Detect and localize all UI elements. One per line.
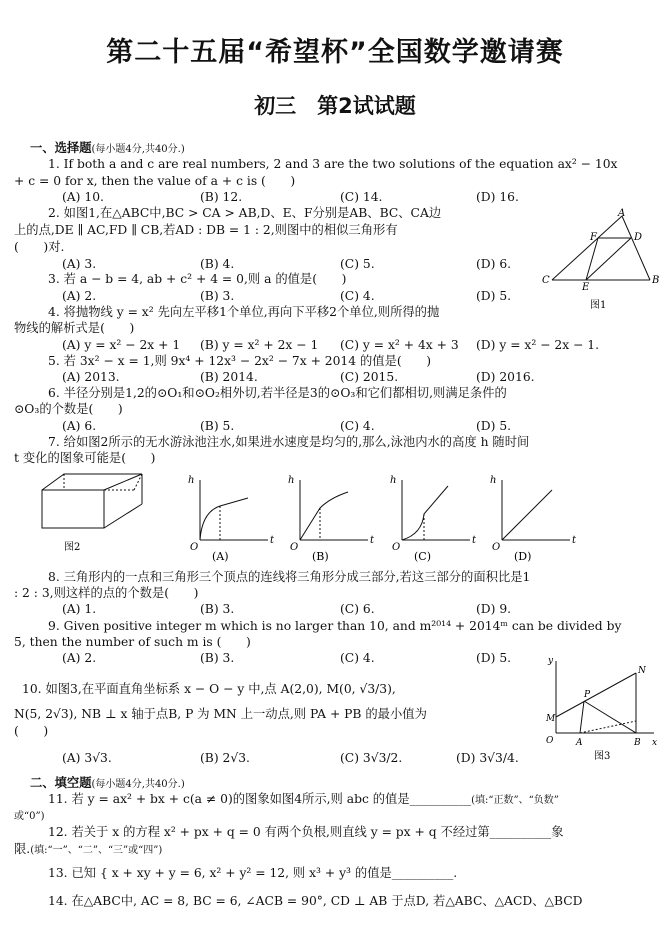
fig2-b-t: t [370,535,375,546]
q1-line2: + c = 0 for x, then the value of a + c is ( ) [14,174,296,188]
fig3-label-a: A [576,738,583,748]
figure-3-coordinate [540,655,662,765]
q10-line3: ( ) [14,724,49,738]
fig1-segment-de [586,238,631,280]
section2-title: 二、填空题 [30,775,92,790]
q11-line2: 或“0”) [14,811,45,822]
q4-option-a: (A) y = x² − 2x + 1 [62,338,181,352]
fig1-side-ac [552,216,622,280]
q6-option-a: (A) 6. [62,419,97,433]
q8-option-b: (B) 3. [200,602,235,616]
q12-line2 [14,842,162,858]
q2-line2: 上的点,DE ∥ AC,FD ∥ CB,若AD : DB = 1 : 2,则图中的相似三角形有 [14,223,398,237]
q3-option-d: (D) 5. [476,289,512,303]
q8-option-c: (C) 6. [340,602,375,616]
q9-option-d: (D) 5. [476,651,512,665]
section2-heading [30,775,185,792]
q5-option-d: (D) 2016. [476,370,535,384]
fig3-label-x: x [652,738,658,748]
fig1-label-c: C [542,275,550,286]
q10-option-d: (D) 3√3/4. [456,751,519,765]
q2-option-a: (A) 3. [62,257,97,271]
q9-option-a: (A) 2. [62,651,97,665]
q3-line1: 3. 若 a − b = 4, ab + c² + 4 = 0,则 a 的值是( ) [48,272,347,286]
q4-line2: 物线的解析式是( ) [14,321,135,335]
q11-note: (填:“正数”、“负数” [471,795,559,806]
fig1-label-f: F [590,232,597,243]
fig1-label-d: D [634,232,643,243]
q2-option-b: (B) 4. [200,257,235,271]
q12-note: (填:“一”、“二”、“三”或“四”) [30,845,163,856]
fig3-label-n: N [638,666,646,676]
q8-option-d: (D) 9. [476,602,512,616]
fig2-c-t: t [472,535,477,546]
q11-text: 11. 若 y = ax² + bx + c(a ≠ 0)的图象如图4所示,则 abc 的值是__________ [48,792,472,806]
q1-line1: 1. If both a and c are real numbers, 2 and 3 are the two solutions of the equation ax² − 10x [48,157,618,171]
q8-line2: : 2 : 3,则这样的点的个数是( ) [14,586,199,600]
q2-option-c: (C) 5. [340,257,375,271]
fig2-graph-a [200,480,268,540]
fig2-d-o: O [492,542,501,553]
fig1-label-b: B [652,275,660,286]
q10-line1: 10. 如图3,在平面直角坐标系 x − O − y 中,点 A(2,0), M(0, √3/3), [22,682,396,696]
q9-option-b: (B) 3. [200,651,235,665]
exam-subtitle: 初三 第2试试题 [254,94,416,118]
fig1-label-a: A [618,208,626,219]
q12-text: 限. [14,842,31,856]
q3-option-b: (B) 3. [200,289,235,303]
q1-option-b: (B) 12. [200,190,243,204]
q6-line1: 6. 半径分别是1,2的⊙O₁和⊙O₂相外切,若半径是3的⊙O₃和它们都相切,则满足条件的 [48,386,507,400]
fig2-caption: 图2 [64,542,81,553]
fig2-c-h: h [390,475,397,486]
q6-option-d: (D) 5. [476,419,512,433]
q5-option-b: (B) 2014. [200,370,258,384]
q1-option-a: (A) 10. [62,190,104,204]
q12-line1: 12. 若关于 x 的方程 x² + px + q = 0 有两个负根,则直线 y = px + q 不经过第__________象 [48,825,564,839]
fig2-a-h: h [188,475,195,486]
q3-option-c: (C) 4. [340,289,375,303]
q11-line1 [48,792,559,808]
q4-line1: 4. 将抛物线 y = x² 先向左平移1个单位,再向下平移2个单位,则所得的抛 [48,305,440,319]
q3-option-a: (A) 2. [62,289,97,303]
q2-option-d: (D) 6. [476,257,512,271]
fig2-b-o: O [290,542,299,553]
q1-option-c: (C) 14. [340,190,383,204]
fig2-label-d: (D) [514,550,532,563]
fig2-pool [42,474,142,528]
q9-line2: 5, then the number of such m is ( ) [14,635,251,649]
q10-option-c: (C) 3√3/2. [340,751,403,765]
fig2-label-a: (A) [212,550,229,563]
q1-option-d: (D) 16. [476,190,519,204]
fig3-label-b: B [634,738,641,748]
fig1-segment-fe [586,238,598,280]
q2-line3: ( )对. [14,240,65,254]
fig2-d-h: h [490,475,497,486]
q8-line1: 8. 三角形内的一点和三角形三个顶点的连线将三角形分成三部分,若这三部分的面积比是1 [48,570,531,584]
section1-heading [30,140,185,157]
q5-option-c: (C) 2015. [340,370,399,384]
fig3-label-p: P [584,690,591,700]
q2-line1: 2. 如图1,在△ABC中,BC > CA > AB,D、E、F分别是AB、BC、CA边 [48,206,442,220]
fig1-label-e: E [582,282,590,293]
q9-option-c: (C) 4. [340,651,375,665]
figure-2-pool-graphs [30,468,650,564]
fig2-a-t: t [270,535,275,546]
fig3-caption: 图3 [594,751,611,762]
q7-line1: 7. 给如图2所示的无水游泳池注水,如果进水速度是均匀的,那么,泳池内水的高度 h 随时间 [48,435,530,449]
fig1-side-ab [622,216,650,280]
fig2-b-h: h [288,475,295,486]
section1-title: 一、选择题 [30,140,92,155]
q7-line2: t 变化的图象可能是( ) [14,451,156,465]
q5-line1: 5. 若 3x² − x = 1,则 9x⁴ + 12x³ − 2x² − 7x + 2014 的值是( ) [48,354,432,368]
section2-note: (每小题4分,共40分.) [91,779,185,790]
fig2-d-t: t [572,535,577,546]
q6-option-c: (C) 4. [340,419,375,433]
q10-option-b: (B) 2√3. [200,751,250,765]
fig2-a-o: O [190,542,199,553]
section1-note: (每小题4分,共40分.) [91,144,185,155]
fig3-label-o: O [546,736,554,746]
fig2-label-c: (C) [414,550,431,563]
q10-line2: N(5, 2√3), NB ⊥ x 轴于点B, P 为 MN 上一动点,则 PA + PB 的最小值为 [14,707,427,721]
exam-title: 第二十五届“希望杯”全国数学邀请赛 [106,37,564,68]
q4-option-d: (D) y = x² − 2x − 1. [476,338,600,352]
figure-1-triangle [540,208,658,313]
q6-option-b: (B) 5. [200,419,235,433]
fig2-label-b: (B) [312,550,329,563]
fig2-graph-c [402,480,470,540]
fig3-label-m: M [546,714,556,724]
q10-option-a: (A) 3√3. [62,751,112,765]
q4-option-c: (C) y = x² + 4x + 3 [340,338,459,352]
fig1-caption: 图1 [590,300,607,311]
fig2-c-o: O [392,542,401,553]
fig2-graph-d [502,480,570,540]
q14-line1: 14. 在△ABC中, AC = 8, BC = 6, ∠ACB = 90°, CD ⊥ AB 于点D, 若△ABC、△ACD、△BCD [48,894,583,908]
fig3-label-y: y [548,656,554,666]
q13-line1: 13. 已知 { x + xy + y = 6, x² + y² = 12, 则 x³ + y³ 的值是__________. [48,866,458,880]
q6-line2: ⊙O₃的个数是( ) [14,402,123,416]
q4-option-b: (B) y = x² + 2x − 1 [200,338,319,352]
q9-line1: 9. Given positive integer m which is no larger than 10, and m²⁰¹⁴ + 2014ᵐ can be divided by [48,619,622,633]
fig2-graph-b [300,480,368,540]
q8-option-a: (A) 1. [62,602,97,616]
q5-option-a: (A) 2013. [62,370,120,384]
